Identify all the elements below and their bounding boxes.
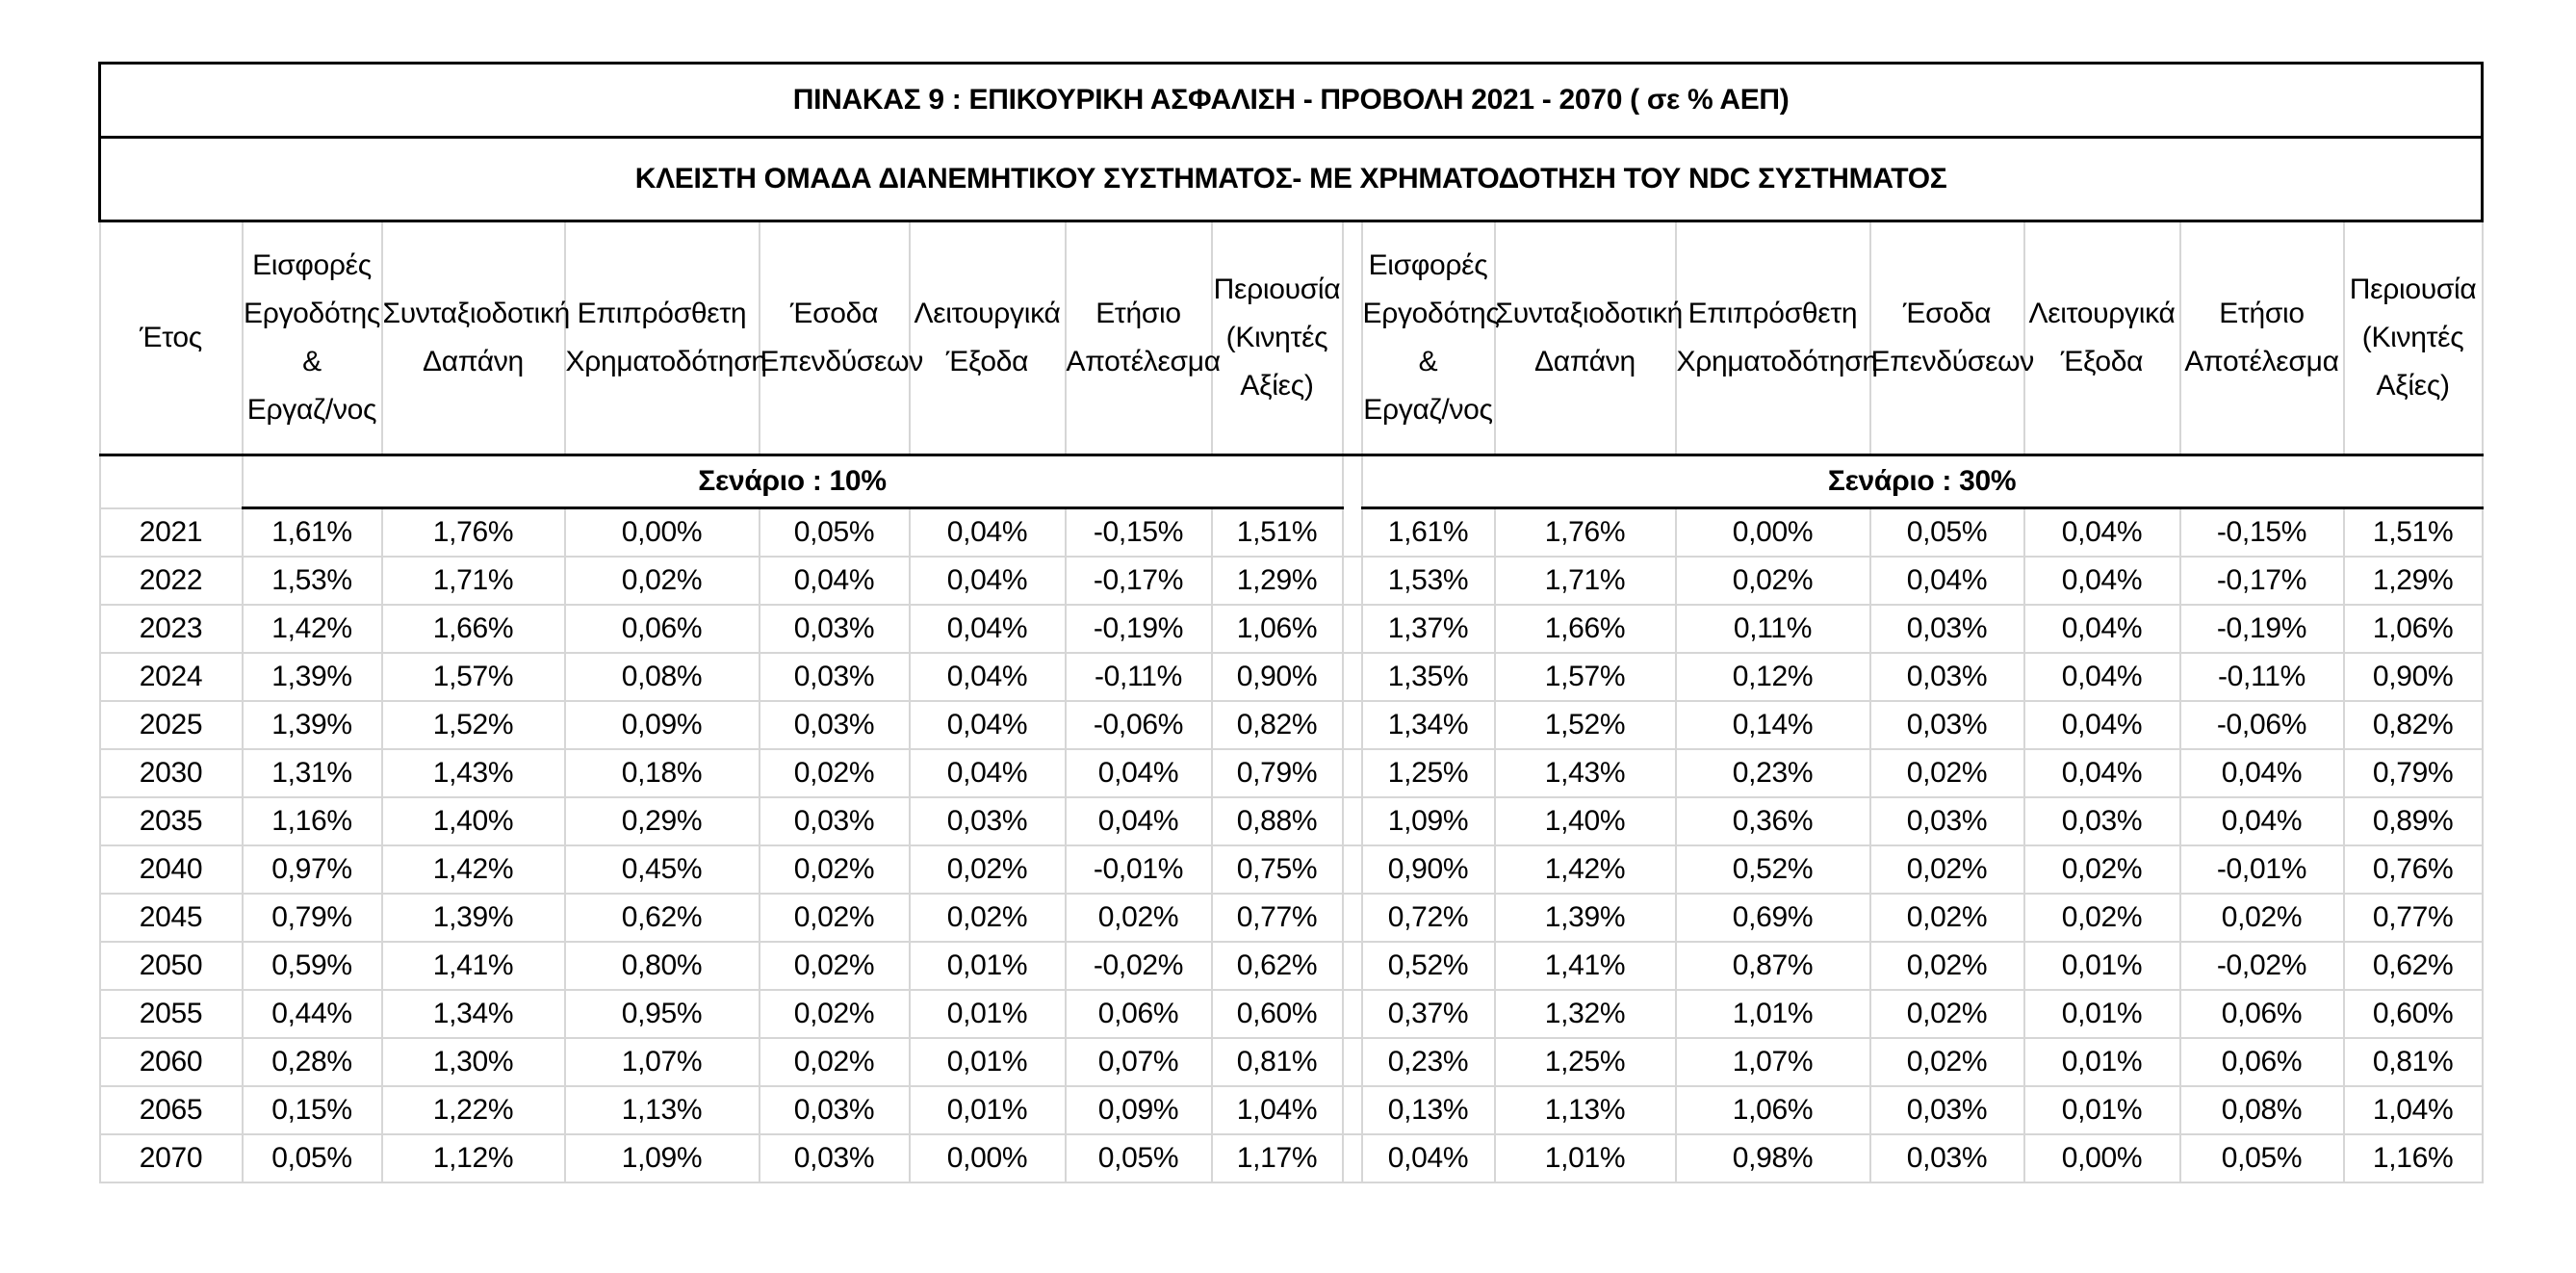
- value-cell-10: 0,02%: [760, 1038, 910, 1086]
- value-cell-30: 0,62%: [2344, 942, 2483, 990]
- value-cell-10: 0,62%: [1212, 942, 1343, 990]
- col-header-contributions-right: Εισφορές Εργοδότης & Εργαζ/νος: [1362, 221, 1495, 455]
- value-cell-10: 0,29%: [565, 797, 760, 845]
- value-cell-30: 0,00%: [2024, 1134, 2180, 1182]
- value-cell-30: 0,04%: [2024, 653, 2180, 701]
- value-cell-30: 0,02%: [1870, 749, 2024, 797]
- scenario-gap-cell: [1343, 653, 1362, 701]
- scenario-gap-cell: [1343, 990, 1362, 1038]
- table-row: [100, 1038, 2483, 1086]
- table-row: [100, 557, 2483, 605]
- value-cell-30: 0,23%: [1362, 1038, 1495, 1086]
- value-cell-10: 0,77%: [1212, 894, 1343, 942]
- table-row: [100, 1134, 2483, 1182]
- value-cell-30: 1,41%: [1495, 942, 1676, 990]
- value-cell-10: 0,04%: [1066, 797, 1212, 845]
- scenario-gap-cell: [1343, 845, 1362, 894]
- scenario-gap-cell: [1343, 605, 1362, 653]
- year-cell: 2025: [100, 701, 243, 749]
- value-cell-10: 0,79%: [243, 894, 382, 942]
- value-cell-30: -0,02%: [2180, 942, 2344, 990]
- value-cell-30: 0,81%: [2344, 1038, 2483, 1086]
- value-cell-30: 1,57%: [1495, 653, 1676, 701]
- col-header-pension-expenditure-right: Συνταξιοδοτική Δαπάνη: [1495, 221, 1676, 455]
- value-cell-10: 1,17%: [1212, 1134, 1343, 1182]
- value-cell-30: -0,15%: [2180, 508, 2344, 558]
- value-cell-30: 1,35%: [1362, 653, 1495, 701]
- scenario-gap-cell: [1343, 508, 1362, 558]
- scenario-gap-cell: [1343, 894, 1362, 942]
- value-cell-10: 0,81%: [1212, 1038, 1343, 1086]
- value-cell-30: 0,02%: [2024, 894, 2180, 942]
- table-row: [100, 701, 2483, 749]
- scenario-row: [100, 455, 2483, 508]
- value-cell-30: 0,90%: [2344, 653, 2483, 701]
- col-header-annual-result-left: Ετήσιο Αποτέλεσμα: [1066, 221, 1212, 455]
- table-row: [100, 605, 2483, 653]
- value-cell-10: 0,80%: [565, 942, 760, 990]
- value-cell-10: -0,06%: [1066, 701, 1212, 749]
- table-title-row: [100, 64, 2483, 138]
- value-cell-30: 0,03%: [1870, 605, 2024, 653]
- spreadsheet-table: [98, 62, 2481, 1183]
- value-cell-10: 0,60%: [1212, 990, 1343, 1038]
- value-cell-10: 1,22%: [382, 1086, 565, 1134]
- year-cell: 2021: [100, 508, 243, 558]
- value-cell-10: 0,02%: [760, 942, 910, 990]
- value-cell-30: 0,02%: [1870, 1038, 2024, 1086]
- value-cell-30: 1,25%: [1495, 1038, 1676, 1086]
- col-header-assets-right: Περιουσία (Κινητές Αξίες): [2344, 221, 2483, 455]
- value-cell-10: -0,02%: [1066, 942, 1212, 990]
- value-cell-10: 1,40%: [382, 797, 565, 845]
- value-cell-10: 0,07%: [1066, 1038, 1212, 1086]
- value-cell-10: 0,02%: [910, 845, 1066, 894]
- value-cell-10: 1,39%: [243, 701, 382, 749]
- col-header-assets-left: Περιουσία (Κινητές Αξίες): [1212, 221, 1343, 455]
- value-cell-30: 0,02%: [1676, 557, 1870, 605]
- value-cell-30: 0,03%: [1870, 701, 2024, 749]
- value-cell-30: 1,51%: [2344, 508, 2483, 558]
- value-cell-30: 1,66%: [1495, 605, 1676, 653]
- year-cell: 2070: [100, 1134, 243, 1182]
- column-header-row: [100, 221, 2483, 455]
- value-cell-30: 1,13%: [1495, 1086, 1676, 1134]
- value-cell-30: 0,02%: [2024, 845, 2180, 894]
- value-cell-10: 0,28%: [243, 1038, 382, 1086]
- value-cell-10: 0,04%: [910, 749, 1066, 797]
- table-row: [100, 990, 2483, 1038]
- value-cell-30: 0,79%: [2344, 749, 2483, 797]
- value-cell-10: 1,04%: [1212, 1086, 1343, 1134]
- table-row: [100, 797, 2483, 845]
- value-cell-30: 0,98%: [1676, 1134, 1870, 1182]
- value-cell-30: 0,04%: [2180, 797, 2344, 845]
- value-cell-10: 0,09%: [1066, 1086, 1212, 1134]
- value-cell-10: 1,42%: [243, 605, 382, 653]
- value-cell-30: 0,04%: [2024, 508, 2180, 558]
- value-cell-10: 0,04%: [910, 508, 1066, 558]
- value-cell-10: 0,18%: [565, 749, 760, 797]
- value-cell-10: -0,15%: [1066, 508, 1212, 558]
- value-cell-30: 0,01%: [2024, 942, 2180, 990]
- value-cell-30: 1,42%: [1495, 845, 1676, 894]
- value-cell-10: 0,79%: [1212, 749, 1343, 797]
- value-cell-10: 1,07%: [565, 1038, 760, 1086]
- value-cell-10: 0,04%: [760, 557, 910, 605]
- value-cell-30: 0,89%: [2344, 797, 2483, 845]
- value-cell-30: 1,52%: [1495, 701, 1676, 749]
- value-cell-10: 0,02%: [1066, 894, 1212, 942]
- value-cell-30: -0,01%: [2180, 845, 2344, 894]
- value-cell-10: 1,16%: [243, 797, 382, 845]
- value-cell-10: 0,02%: [760, 894, 910, 942]
- value-cell-30: 0,02%: [2180, 894, 2344, 942]
- value-cell-10: 0,90%: [1212, 653, 1343, 701]
- value-cell-10: 0,03%: [760, 1134, 910, 1182]
- value-cell-30: 0,06%: [2180, 990, 2344, 1038]
- value-cell-30: 0,05%: [1870, 508, 2024, 558]
- year-cell: 2055: [100, 990, 243, 1038]
- value-cell-10: 0,75%: [1212, 845, 1343, 894]
- year-cell: 2035: [100, 797, 243, 845]
- value-cell-10: 0,82%: [1212, 701, 1343, 749]
- value-cell-10: 0,01%: [910, 942, 1066, 990]
- value-cell-10: 0,03%: [760, 653, 910, 701]
- value-cell-10: 0,03%: [760, 605, 910, 653]
- value-cell-30: 0,04%: [1362, 1134, 1495, 1182]
- value-cell-30: 0,02%: [1870, 990, 2024, 1038]
- value-cell-10: 0,02%: [760, 845, 910, 894]
- value-cell-30: 0,04%: [1870, 557, 2024, 605]
- value-cell-10: 0,05%: [1066, 1134, 1212, 1182]
- value-cell-10: 0,06%: [565, 605, 760, 653]
- value-cell-10: 0,88%: [1212, 797, 1343, 845]
- value-cell-30: 1,37%: [1362, 605, 1495, 653]
- value-cell-10: 1,51%: [1212, 508, 1343, 558]
- value-cell-30: 0,04%: [2024, 749, 2180, 797]
- scenario-gap-cell: [1343, 1038, 1362, 1086]
- scenario-gap-cell: [1343, 1134, 1362, 1182]
- value-cell-30: 0,04%: [2024, 701, 2180, 749]
- value-cell-10: 0,03%: [760, 797, 910, 845]
- value-cell-10: 1,71%: [382, 557, 565, 605]
- value-cell-10: 0,04%: [910, 605, 1066, 653]
- value-cell-30: 1,01%: [1495, 1134, 1676, 1182]
- value-cell-10: 0,00%: [565, 508, 760, 558]
- value-cell-30: -0,19%: [2180, 605, 2344, 653]
- value-cell-10: -0,17%: [1066, 557, 1212, 605]
- col-header-additional-funding-right: Επιπρόσθετη Χρηματοδότηση: [1676, 221, 1870, 455]
- value-cell-30: 1,09%: [1362, 797, 1495, 845]
- value-cell-10: 0,45%: [565, 845, 760, 894]
- value-cell-30: 0,03%: [1870, 1134, 2024, 1182]
- value-cell-10: 0,09%: [565, 701, 760, 749]
- value-cell-30: 0,52%: [1362, 942, 1495, 990]
- table-subtitle-row: [100, 138, 2483, 221]
- value-cell-10: 0,05%: [760, 508, 910, 558]
- scenario-gap-cell: [1343, 797, 1362, 845]
- value-cell-30: 0,11%: [1676, 605, 1870, 653]
- year-cell: 2065: [100, 1086, 243, 1134]
- value-cell-10: 0,44%: [243, 990, 382, 1038]
- value-cell-30: 1,01%: [1676, 990, 1870, 1038]
- scenario-label-30: Σενάριο : 30%: [1362, 455, 2483, 508]
- value-cell-10: 1,29%: [1212, 557, 1343, 605]
- value-cell-10: 0,02%: [565, 557, 760, 605]
- table-row: [100, 1086, 2483, 1134]
- value-cell-30: 0,72%: [1362, 894, 1495, 942]
- value-cell-30: 1,16%: [2344, 1134, 2483, 1182]
- value-cell-10: 0,05%: [243, 1134, 382, 1182]
- value-cell-30: 0,02%: [1870, 942, 2024, 990]
- col-header-additional-funding-left: Επιπρόσθετη Χρηματοδότηση: [565, 221, 760, 455]
- col-header-contributions-left: Εισφορές Εργοδότης & Εργαζ/νος: [243, 221, 382, 455]
- value-cell-30: 0,37%: [1362, 990, 1495, 1038]
- value-cell-10: 0,04%: [1066, 749, 1212, 797]
- value-cell-30: 1,53%: [1362, 557, 1495, 605]
- value-cell-10: 1,76%: [382, 508, 565, 558]
- scenario-gap-cell: [1343, 221, 1362, 455]
- year-cell: 2060: [100, 1038, 243, 1086]
- value-cell-30: 1,39%: [1495, 894, 1676, 942]
- year-cell: 2040: [100, 845, 243, 894]
- table-row: [100, 845, 2483, 894]
- value-cell-30: -0,06%: [2180, 701, 2344, 749]
- value-cell-30: 1,76%: [1495, 508, 1676, 558]
- col-header-operating-costs-left: Λειτουργικά Έξοδα: [910, 221, 1066, 455]
- value-cell-10: 0,03%: [760, 1086, 910, 1134]
- value-cell-30: 1,04%: [2344, 1086, 2483, 1134]
- value-cell-30: 0,04%: [2024, 557, 2180, 605]
- value-cell-30: 1,29%: [2344, 557, 2483, 605]
- value-cell-30: 0,04%: [2180, 749, 2344, 797]
- value-cell-10: 1,12%: [382, 1134, 565, 1182]
- value-cell-10: 0,01%: [910, 1086, 1066, 1134]
- scenario-gap-cell: [1343, 942, 1362, 990]
- value-cell-10: -0,19%: [1066, 605, 1212, 653]
- table-row: [100, 508, 2483, 558]
- scenario-gap-cell: [1343, 701, 1362, 749]
- scenario-label-10: Σενάριο : 10%: [243, 455, 1343, 508]
- value-cell-10: 0,01%: [910, 990, 1066, 1038]
- year-header: Έτος: [100, 221, 243, 455]
- value-cell-30: 1,25%: [1362, 749, 1495, 797]
- value-cell-30: 0,06%: [2180, 1038, 2344, 1086]
- value-cell-10: 0,59%: [243, 942, 382, 990]
- value-cell-10: 0,97%: [243, 845, 382, 894]
- value-cell-10: 0,03%: [910, 797, 1066, 845]
- value-cell-30: 0,23%: [1676, 749, 1870, 797]
- value-cell-10: 1,39%: [382, 894, 565, 942]
- value-cell-10: 0,04%: [910, 701, 1066, 749]
- value-cell-10: 1,66%: [382, 605, 565, 653]
- value-cell-30: 0,52%: [1676, 845, 1870, 894]
- year-cell: 2045: [100, 894, 243, 942]
- value-cell-30: 1,32%: [1495, 990, 1676, 1038]
- value-cell-10: 1,09%: [565, 1134, 760, 1182]
- value-cell-30: 0,13%: [1362, 1086, 1495, 1134]
- value-cell-10: 1,61%: [243, 508, 382, 558]
- value-cell-30: 1,40%: [1495, 797, 1676, 845]
- value-cell-10: 0,04%: [910, 557, 1066, 605]
- value-cell-30: 0,00%: [1676, 508, 1870, 558]
- value-cell-30: 0,03%: [1870, 653, 2024, 701]
- value-cell-30: 1,06%: [1676, 1086, 1870, 1134]
- year-cell: 2050: [100, 942, 243, 990]
- value-cell-10: 1,34%: [382, 990, 565, 1038]
- value-cell-30: 0,03%: [2024, 797, 2180, 845]
- value-cell-30: 0,01%: [2024, 990, 2180, 1038]
- year-cell: 2030: [100, 749, 243, 797]
- value-cell-10: 1,43%: [382, 749, 565, 797]
- year-cell: 2024: [100, 653, 243, 701]
- value-cell-10: 0,00%: [910, 1134, 1066, 1182]
- value-cell-30: -0,11%: [2180, 653, 2344, 701]
- value-cell-30: 0,69%: [1676, 894, 1870, 942]
- year-cell: 2023: [100, 605, 243, 653]
- value-cell-10: 1,52%: [382, 701, 565, 749]
- value-cell-30: 0,01%: [2024, 1038, 2180, 1086]
- table-row: [100, 653, 2483, 701]
- value-cell-10: 1,06%: [1212, 605, 1343, 653]
- table-row: [100, 894, 2483, 942]
- value-cell-30: 0,12%: [1676, 653, 1870, 701]
- value-cell-10: 0,01%: [910, 1038, 1066, 1086]
- value-cell-10: 0,04%: [910, 653, 1066, 701]
- value-cell-10: 1,31%: [243, 749, 382, 797]
- scenario-gap-cell: [1343, 1086, 1362, 1134]
- value-cell-10: 1,13%: [565, 1086, 760, 1134]
- value-cell-30: -0,17%: [2180, 557, 2344, 605]
- value-cell-30: 0,02%: [1870, 845, 2024, 894]
- scenario-gap-cell: [1343, 455, 1362, 508]
- value-cell-30: 0,01%: [2024, 1086, 2180, 1134]
- col-header-operating-costs-right: Λειτουργικά Έξοδα: [2024, 221, 2180, 455]
- value-cell-10: 1,39%: [243, 653, 382, 701]
- value-cell-10: 0,06%: [1066, 990, 1212, 1038]
- value-cell-30: 0,03%: [1870, 1086, 2024, 1134]
- value-cell-10: 1,42%: [382, 845, 565, 894]
- value-cell-30: 0,36%: [1676, 797, 1870, 845]
- value-cell-10: 0,02%: [760, 990, 910, 1038]
- value-cell-10: 0,02%: [760, 749, 910, 797]
- table-row: [100, 749, 2483, 797]
- scenario-year-blank: [100, 455, 243, 508]
- projection-table: [98, 62, 2484, 1183]
- value-cell-30: 0,87%: [1676, 942, 1870, 990]
- value-cell-10: 0,15%: [243, 1086, 382, 1134]
- value-cell-10: 0,03%: [760, 701, 910, 749]
- value-cell-30: 1,07%: [1676, 1038, 1870, 1086]
- col-header-investment-income-right: Έσοδα Επενδύσεων: [1870, 221, 2024, 455]
- value-cell-30: 1,61%: [1362, 508, 1495, 558]
- value-cell-10: 0,02%: [910, 894, 1066, 942]
- value-cell-10: -0,11%: [1066, 653, 1212, 701]
- col-header-annual-result-right: Ετήσιο Αποτέλεσμα: [2180, 221, 2344, 455]
- value-cell-10: 0,95%: [565, 990, 760, 1038]
- value-cell-30: 0,08%: [2180, 1086, 2344, 1134]
- value-cell-30: 0,82%: [2344, 701, 2483, 749]
- scenario-gap-cell: [1343, 749, 1362, 797]
- value-cell-30: 0,14%: [1676, 701, 1870, 749]
- value-cell-10: 1,57%: [382, 653, 565, 701]
- year-cell: 2022: [100, 557, 243, 605]
- value-cell-30: 1,34%: [1362, 701, 1495, 749]
- table-row: [100, 942, 2483, 990]
- col-header-pension-expenditure-left: Συνταξιοδοτική Δαπάνη: [382, 221, 565, 455]
- value-cell-30: 0,05%: [2180, 1134, 2344, 1182]
- value-cell-10: 1,41%: [382, 942, 565, 990]
- value-cell-30: 1,43%: [1495, 749, 1676, 797]
- value-cell-30: 0,04%: [2024, 605, 2180, 653]
- value-cell-30: 0,76%: [2344, 845, 2483, 894]
- scenario-gap-cell: [1343, 557, 1362, 605]
- table-title: ΠΙΝΑΚΑΣ 9 : ΕΠΙΚΟΥΡΙΚΗ ΑΣΦΑΛΙΣΗ - ΠΡΟΒΟΛΗ 2021 - 2070 ( σε % ΑΕΠ): [100, 64, 2483, 138]
- value-cell-30: 0,03%: [1870, 797, 2024, 845]
- value-cell-10: 0,62%: [565, 894, 760, 942]
- value-cell-30: 1,06%: [2344, 605, 2483, 653]
- value-cell-10: 0,08%: [565, 653, 760, 701]
- value-cell-30: 0,02%: [1870, 894, 2024, 942]
- table-subtitle: ΚΛΕΙΣΤΗ ΟΜΑΔΑ ΔΙΑΝΕΜΗΤΙΚΟΥ ΣΥΣΤΗΜΑΤΟΣ- ΜΕ ΧΡΗΜΑΤΟΔΟΤΗΣΗ ΤΟΥ NDC ΣΥΣΤΗΜΑΤΟΣ: [100, 138, 2483, 221]
- value-cell-30: 0,90%: [1362, 845, 1495, 894]
- value-cell-30: 1,71%: [1495, 557, 1676, 605]
- col-header-investment-income-left: Έσοδα Επενδύσεων: [760, 221, 910, 455]
- value-cell-10: 1,30%: [382, 1038, 565, 1086]
- value-cell-30: 0,77%: [2344, 894, 2483, 942]
- value-cell-10: -0,01%: [1066, 845, 1212, 894]
- value-cell-30: 0,60%: [2344, 990, 2483, 1038]
- value-cell-10: 1,53%: [243, 557, 382, 605]
